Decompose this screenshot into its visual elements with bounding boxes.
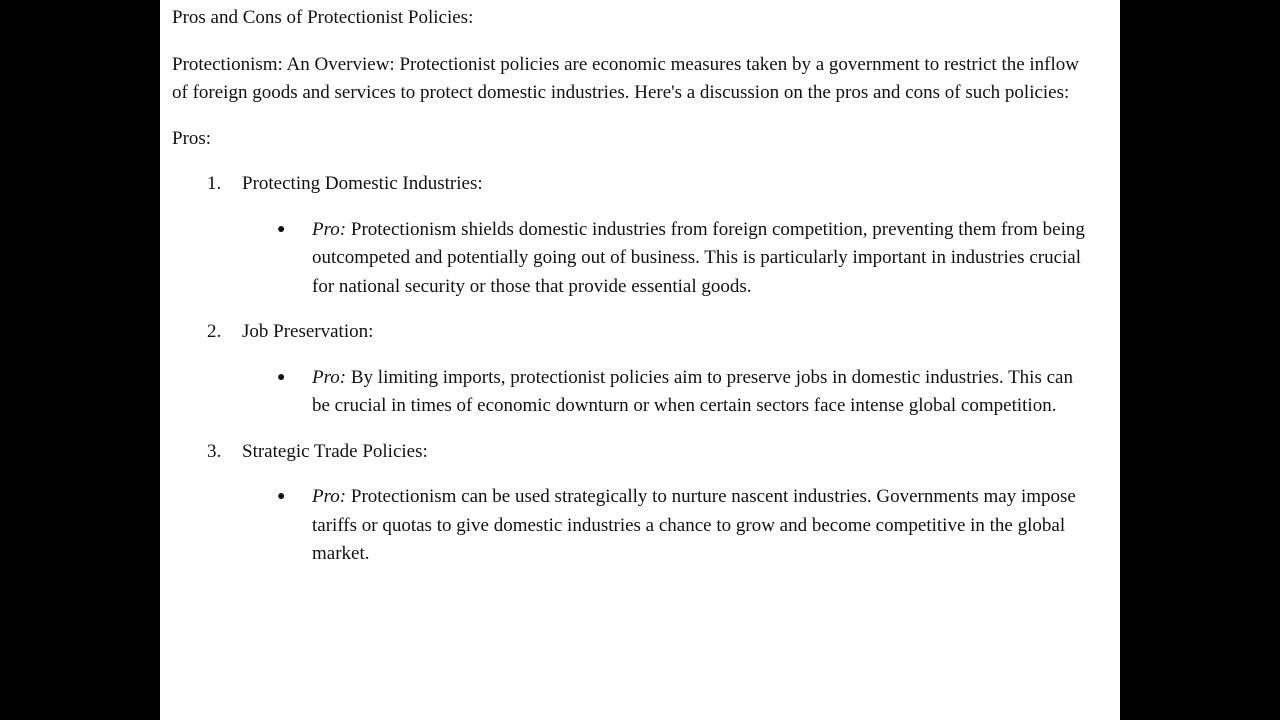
document-page — [160, 0, 1120, 720]
list-item-title: Strategic Trade Policies: — [242, 440, 428, 462]
list-item-title: Protecting Domestic Industries: — [242, 173, 483, 194]
bullet-text: By limiting imports, protectionist policies aim to preserve jobs in domestic industries. This can be crucial in times of economic downturn or when certain sectors face intense global competition. — [312, 366, 1073, 416]
list-item — [172, 438, 1092, 569]
intro-paragraph: Protectionism: An Overview: Protectionist policies are economic measures taken by a government to restrict the inflow of foreign goods and services to protect domestic industries. Here's a discussion on the pros and cons of such policies: — [172, 53, 1080, 103]
pro-label: Pro: — [312, 486, 351, 507]
bullet-dot-icon: ● — [277, 369, 286, 385]
list-item-number: 2. — [207, 321, 222, 342]
document-title: Pros and Cons of Protectionist Policies: — [172, 7, 474, 28]
bullet-point — [172, 364, 1092, 421]
bullet-point — [172, 483, 1092, 569]
pro-label: Pro: — [312, 366, 351, 388]
document-content — [172, 4, 1092, 586]
list-item-title: Job Preservation: — [242, 321, 374, 342]
list-item-number: 1. — [207, 173, 222, 194]
bullet-text: Protectionism can be used strategically to nurture nascent industries. Governments may impose tariffs or quotas to give domestic industries a chance to grow and become competitive in the global market. — [312, 486, 1076, 564]
bullet-dot-icon: ● — [277, 221, 286, 237]
pros-heading: Pros: — [172, 127, 212, 149]
list-item — [172, 170, 1092, 301]
list-item — [172, 318, 1092, 421]
pro-label: Pro: — [312, 218, 351, 240]
bullet-dot-icon: ● — [277, 489, 286, 504]
bullet-text: Protectionism shields domestic industries from foreign competition, preventing them from being outcompeted and potentially going out of business. This is particularly important in industries crucial for national security or those that provide essential goods. — [312, 218, 1085, 297]
bullet-point — [172, 216, 1092, 302]
list-item-number: 3. — [207, 440, 222, 462]
